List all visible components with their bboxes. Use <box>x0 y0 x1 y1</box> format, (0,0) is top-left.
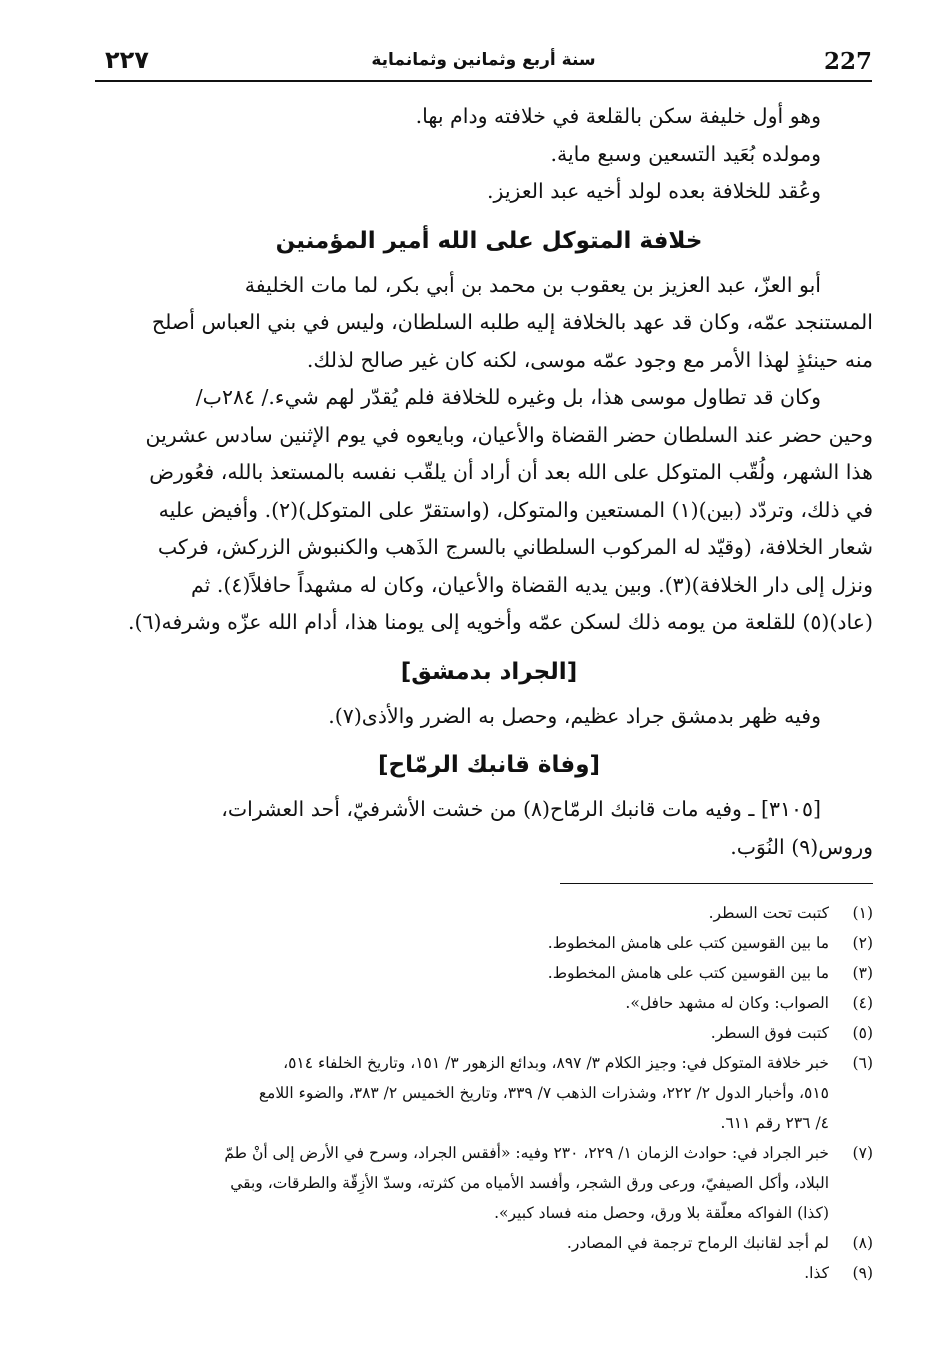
footnote-number: (٢) <box>852 934 873 952</box>
page-number-latin: 227 <box>823 48 872 75</box>
page-header <box>95 44 872 84</box>
text-line: شعار الخلافة، (وقيّد له المركوب السلطاني بالسرج الذَهب والكنبوش الزركش، فركب <box>157 535 873 559</box>
footnote-text: (كذا) الفواكه معلّقة بلا ورق، وحصل منه فساد كبير». <box>494 1204 829 1222</box>
text-line: المستنجد عمّه، وكان قد عهد بالخلافة إليه طلبه السلطان، وليس في بني العباس أصلح <box>151 310 873 334</box>
footnote-number: (٦) <box>852 1054 873 1072</box>
footnote <box>105 898 873 928</box>
footnote <box>105 1258 873 1288</box>
footnote-text: لم أجد لقانبك الرماح ترجمة في المصادر. <box>566 1234 829 1252</box>
footnote-text: كذا. <box>804 1264 829 1282</box>
footnote <box>105 1228 873 1258</box>
text-line: وعُقد للخلافة بعده لولد أخيه عبد العزيز. <box>487 179 821 203</box>
footnote-text: خبر خلافة المتوكل في: وجيز الكلام ٣/ ٨٩٧، وبدائع الزهور ٣/ ١٥١، وتاريخ الخلفاء ٥١٤، <box>283 1054 829 1072</box>
footnote-number: (٧) <box>852 1144 873 1162</box>
footnote-text: ٤/ ٢٣٦ رقم ٦١١. <box>720 1114 829 1132</box>
text-line: في ذلك، وتردّد (بين)(١) المستعين والمتوكل، (واستقرّ على المتوكل)(٢). وأفيض عليه <box>158 497 873 522</box>
footnote-number: (٤) <box>852 994 873 1012</box>
footnote <box>105 958 873 988</box>
footnote-text: كتبت فوق السطر. <box>710 1024 829 1042</box>
footnote-number: (٨) <box>852 1234 873 1252</box>
footnote-text: الصواب: وكان له مشهد حافل». <box>625 994 829 1012</box>
section-heading-locusts: [الجراد بدمشق] <box>400 658 578 685</box>
section-heading-caliphate: خلافة المتوكل على الله أمير المؤمنين <box>275 227 703 254</box>
footnote-number: (١) <box>852 904 873 922</box>
text-line: أبو العزّ، عبد العزيز بن يعقوب بن محمد بن أبي بكر، لما مات الخليفة <box>244 272 821 297</box>
footnote-text: ٥١٥، وأخبار الدول ٢/ ٢٢٢، وشذرات الذهب ٧/ ٣٣٩، وتاريخ الخميس ٢/ ٣٨٣، والضوء اللامع <box>258 1084 829 1102</box>
text-line: هذا الشهر، ولُقّب المتوكل على الله بعد أن أراد أن يلقّب نفسه بالمستعذ بالله، فعُورض <box>149 460 873 484</box>
footnote-number: (٣) <box>852 964 873 982</box>
footnote-text: ما بين القوسين كتب على هامش المخطوط. <box>547 964 829 982</box>
text-line: وفيه ظهر بدمشق جراد عظيم، وحصل به الضرر والأذى(٧). <box>328 703 821 728</box>
text-line: [٣١٠٥] ـ وفيه مات قانبك الرمّاح(٨) من خشت الأشرفيّ، أحد العشرات، <box>221 797 821 821</box>
footnote <box>105 1138 873 1228</box>
section-heading-death: [وفاة قانبك الرمّاح] <box>377 752 601 778</box>
text-line: وكان قد تطاول موسى هذا، بل وغيره للخلافة فلم يُقدّر لهم شيء./ ٢٨٤ب/ <box>195 385 821 409</box>
text-line: وروس(٩) النُوَب. <box>730 834 873 859</box>
text-line: (عاد)(٥) للقلعة من يومه ذلك لسكن عمّه وأخويه إلى يومنا هذا، أدام الله عزّه وشرفه(٦). <box>127 610 873 634</box>
footnote-text: البلاد، وأكل الصيفيّ، ورعى ورق الشجر، وأفسد الأمياه من كثرته، وسدّ الأزِقّة والطرقات، وبقي <box>230 1174 829 1192</box>
page-number-arabic: ٢٢٧ <box>105 46 149 74</box>
running-title: سنة أربع وثمانين وثمانماية <box>371 50 596 70</box>
footnote <box>105 928 873 958</box>
footnote <box>105 988 873 1018</box>
main-text <box>105 98 873 866</box>
footnote-number: (٥) <box>852 1024 873 1042</box>
text-line: وحين حضر عند السلطان حضر القضاة والأعيان، وبايعوه في يوم الإثنين سادس عشرين <box>145 422 873 447</box>
footnote-number: (٩) <box>852 1264 873 1282</box>
text-line: ونزل إلى دار الخلافة)(٣). وبين يديه القضاة والأعيان، وكان له مشهداً حافلاً(٤). ثم <box>191 572 873 597</box>
text-line: منه حينئذٍ لهذا الأمر مع وجود عمّه موسى، لكنه كان غير صالح لذلك. <box>306 347 873 372</box>
footnote-text: ما بين القوسين كتب على هامش المخطوط. <box>547 934 829 952</box>
footnotes <box>105 898 873 1288</box>
text-line: ومولده بُعَيد التسعين وسبع ماية. <box>550 141 821 166</box>
text-line: وهو أول خليفة سكن بالقلعة في خلافته ودام بها. <box>415 104 821 128</box>
header-rule <box>95 80 872 82</box>
footnote-text: خبر الجراد في: حوادث الزمان ١/ ٢٢٩، ٢٣٠ وفيه: «أفقس الجراد، وسرح في الأرض إلى أنْ طمّ <box>224 1144 829 1162</box>
footnote <box>105 1018 873 1048</box>
footnote <box>105 1048 873 1138</box>
footnote-text: كتبت تحت السطر. <box>708 904 829 922</box>
footnote-separator <box>560 883 873 884</box>
